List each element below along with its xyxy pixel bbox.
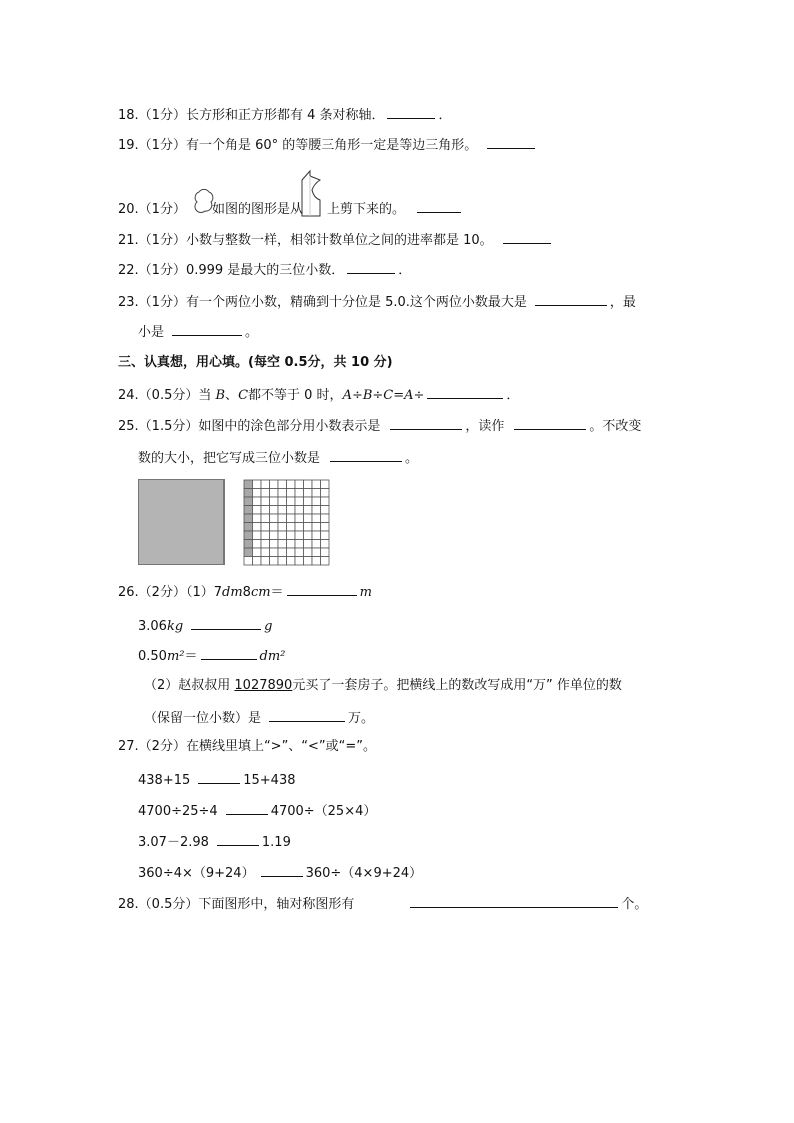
q24-text: 24.（0.5分）当 [118, 388, 216, 403]
grid-cell [278, 548, 287, 557]
left-expr: 360÷4×（9+24） [138, 866, 255, 881]
grid-cell [270, 489, 279, 498]
answer-blank[interactable] [217, 833, 259, 846]
q20-text: 如图的图形是从 [211, 202, 303, 217]
question-21 [118, 231, 554, 249]
q24-text-b: 都不等于 0 时， [248, 388, 343, 403]
grid-cell [295, 531, 304, 540]
grid-cell [312, 557, 321, 566]
grid-cell [304, 523, 313, 532]
num: 0.50 [138, 649, 167, 664]
grid-cell [304, 548, 313, 557]
grid-cell [278, 531, 287, 540]
num: 8 [242, 585, 251, 600]
grid-cell [304, 531, 313, 540]
answer-blank[interactable] [261, 864, 303, 877]
question-23-cont [138, 323, 258, 341]
text: （2）赵叔叔用 [144, 678, 235, 693]
unit: dm [222, 585, 243, 600]
grid-cell [312, 506, 321, 515]
grid-cell [312, 489, 321, 498]
q25-text-e: 。 [405, 451, 419, 466]
grid-cell [244, 523, 253, 532]
unit: kg [166, 619, 184, 634]
text: （保留一位小数）是 [144, 711, 262, 726]
grid-cell [253, 540, 262, 549]
grid-cell [244, 531, 253, 540]
question-28 [118, 895, 647, 913]
eq: ＝ [184, 649, 198, 664]
grid-cell [321, 557, 330, 566]
grid-cell [312, 548, 321, 557]
grid-cell [253, 548, 262, 557]
q23-text: 23.（1分）有一个两位小数，精确到十分位是 5.0.这个两位小数最大是 [118, 295, 527, 310]
grid-cell [253, 506, 262, 515]
question-27: 27.（2分）在横线里填上“>”、“<”或“=”。 [118, 739, 377, 754]
answer-blank[interactable] [287, 583, 357, 596]
q26-line2 [138, 617, 272, 635]
grid-cell [287, 497, 296, 506]
unit: m [359, 585, 372, 600]
grid-cell [261, 557, 270, 566]
question-25-cont [138, 449, 418, 467]
q23-text-d: 。 [245, 325, 259, 340]
answer-blank[interactable] [487, 136, 535, 149]
grid-cell [261, 548, 270, 557]
grid-cell [270, 548, 279, 557]
question-24 [118, 386, 519, 404]
grid-cell [321, 489, 330, 498]
question-20 [118, 200, 464, 218]
grid-cell [244, 540, 253, 549]
grid-cell [253, 497, 262, 506]
q18-end: ． [438, 108, 452, 123]
grid-cell [287, 480, 296, 489]
folded-paper-icon [296, 168, 326, 218]
grid-cell [270, 506, 279, 515]
grid-cell [270, 531, 279, 540]
grid-cell [321, 540, 330, 549]
grid-cell [304, 506, 313, 515]
grid-cell [295, 548, 304, 557]
grid-cell [244, 489, 253, 498]
q26-part2-cont [144, 709, 374, 727]
grid-cell [312, 514, 321, 523]
left-expr: 4700÷25÷4 [138, 804, 218, 819]
grid-cell [295, 523, 304, 532]
unit: cm [250, 585, 271, 600]
num: 3.06 [138, 619, 167, 634]
grid-cell [244, 557, 253, 566]
grid-cell [295, 557, 304, 566]
grid-cell [304, 540, 313, 549]
grid-cell [312, 531, 321, 540]
answer-blank[interactable] [417, 200, 461, 213]
grid-cell [287, 548, 296, 557]
grid-cell [287, 523, 296, 532]
text: 万。 [348, 711, 375, 726]
grid-cell [321, 548, 330, 557]
answer-blank[interactable] [330, 449, 402, 462]
unit: m² [166, 649, 185, 664]
grid-cell [287, 540, 296, 549]
q23-text-c: 小是 [138, 325, 165, 340]
grid-cell [261, 523, 270, 532]
q23-text-b: ，最 [609, 295, 636, 310]
grid-cell [321, 514, 330, 523]
grid-cell [270, 497, 279, 506]
grid-cell [244, 514, 253, 523]
q26-part2 [144, 678, 622, 694]
q25-text: 25.（1.5分）如图中的涂色部分用小数表示是 [118, 419, 381, 434]
answer-blank[interactable] [226, 802, 268, 815]
grid-cell [304, 557, 313, 566]
q28-end: 个。 [621, 897, 648, 912]
q22-end: ． [398, 263, 412, 278]
answer-blank[interactable] [347, 261, 395, 274]
grid-cell [270, 540, 279, 549]
q22-text: 22.（1分）0.999 是最大的三位小数． [118, 263, 345, 278]
grid-cell [295, 540, 304, 549]
q20-text-end: 上剪下来的。 [326, 202, 405, 217]
q24-end: ． [506, 388, 520, 403]
grid-cell [312, 497, 321, 506]
right-expr: 360÷（4×9+24） [305, 866, 423, 881]
q24-expression: A÷B÷C=A÷ [342, 388, 425, 403]
grid-cell [287, 514, 296, 523]
question-19 [118, 136, 538, 154]
flower-shape-icon [190, 184, 218, 216]
grid-cell [295, 514, 304, 523]
answer-blank[interactable] [535, 293, 607, 306]
unit: g [264, 619, 273, 634]
unit: dm² [259, 649, 286, 664]
hundred-grid [243, 479, 331, 567]
answer-blank[interactable] [172, 323, 242, 336]
grid-cell [312, 523, 321, 532]
question-22 [118, 261, 411, 279]
answer-blank[interactable] [514, 417, 586, 430]
grid-cell [278, 489, 287, 498]
grid-cell [321, 497, 330, 506]
grid-cell [244, 506, 253, 515]
compare-row [138, 771, 296, 789]
grid-cell [278, 514, 287, 523]
grid-cell [312, 480, 321, 489]
grid-cell [261, 497, 270, 506]
grid-cell [312, 540, 321, 549]
q20-label: 20.（1分） [118, 202, 186, 217]
q28-text: 28.（0.5分）下面图形中，轴对称图形有 [118, 897, 355, 912]
q19-text: 19.（1分）有一个角是 60° 的等腰三角形一定是等边三角形。 [118, 138, 478, 153]
answer-blank[interactable] [503, 231, 551, 244]
q25-text-b: ，读作 [465, 419, 505, 434]
grid-cell [295, 480, 304, 489]
grid-cell [304, 514, 313, 523]
q26-line3 [138, 647, 285, 665]
grid-cell [261, 480, 270, 489]
grid-cell [321, 531, 330, 540]
grid-cell [321, 480, 330, 489]
grid-cell [253, 531, 262, 540]
q26-text: 26.（2分）（1）7 [118, 585, 222, 600]
answer-blank[interactable] [269, 709, 345, 722]
grid-cell [244, 480, 253, 489]
answer-blank[interactable] [410, 895, 618, 908]
grid-cell [253, 480, 262, 489]
grid-cell [295, 489, 304, 498]
question-23 [118, 293, 636, 311]
answer-blank[interactable] [198, 771, 240, 784]
grid-cell [304, 480, 313, 489]
grid-cell [278, 506, 287, 515]
left-expr: 438+15 [138, 773, 191, 788]
right-expr: 1.19 [261, 835, 291, 850]
section-3-heading: 三、认真想，用心填。(每空 0.5分，共 10 分) [118, 355, 393, 370]
answer-blank[interactable] [390, 417, 462, 430]
eq: ＝ [270, 585, 284, 600]
var-c: C [238, 388, 249, 403]
compare-row [138, 802, 376, 820]
right-expr: 15+438 [243, 773, 296, 788]
grid-cell [278, 480, 287, 489]
compare-row [138, 864, 422, 882]
grid-cell [261, 540, 270, 549]
grid-cell [287, 506, 296, 515]
grid-cell [270, 514, 279, 523]
grid-cell [261, 531, 270, 540]
grid-cell [261, 514, 270, 523]
grid-cell [261, 489, 270, 498]
grid-cell [253, 514, 262, 523]
q25-text-c: 。不改变 [589, 419, 642, 434]
question-25 [118, 417, 641, 435]
q21-text: 21.（1分）小数与整数一样，相邻计数单位之间的进率都是 10。 [118, 233, 493, 248]
grid-cell [270, 480, 279, 489]
grid-cell [295, 506, 304, 515]
q18-text: 18.（1分）长方形和正方形都有 4 条对称轴． [118, 108, 385, 123]
right-expr: 4700÷（25×4） [270, 804, 377, 819]
grid-cell [278, 523, 287, 532]
grid-cell [287, 489, 296, 498]
grid-cell [253, 523, 262, 532]
underlined-number: 1027890 [234, 678, 293, 693]
sep: 、 [225, 388, 239, 403]
grid-cell [270, 523, 279, 532]
grid-cell [321, 523, 330, 532]
question-26 [118, 583, 372, 601]
text: 元买了一套房子。把横线上的数改写成用“万” 作单位的数 [292, 678, 622, 693]
grid-cell [278, 540, 287, 549]
q25-text-d: 数的大小，把它写成三位小数是 [138, 451, 321, 466]
answer-blank[interactable] [387, 106, 435, 119]
question-18 [118, 106, 452, 124]
grid-cell [287, 531, 296, 540]
answer-blank[interactable] [427, 386, 503, 399]
grid-cell [304, 497, 313, 506]
answer-blank[interactable] [191, 617, 261, 630]
grid-cell [253, 557, 262, 566]
compare-row [138, 833, 291, 851]
grid-cell [261, 506, 270, 515]
grid-cell [321, 506, 330, 515]
grid-cell [244, 497, 253, 506]
grid-cell [295, 497, 304, 506]
answer-blank[interactable] [201, 647, 257, 660]
var-b: B [215, 388, 226, 403]
grid-cell [253, 489, 262, 498]
grid-cell [287, 557, 296, 566]
grid-cell [270, 557, 279, 566]
grid-cell [244, 548, 253, 557]
shaded-whole-square [138, 479, 225, 565]
left-expr: 3.07－2.98 [138, 835, 209, 850]
grid-cell [278, 557, 287, 566]
grid-cell [304, 489, 313, 498]
grid-cell [278, 497, 287, 506]
